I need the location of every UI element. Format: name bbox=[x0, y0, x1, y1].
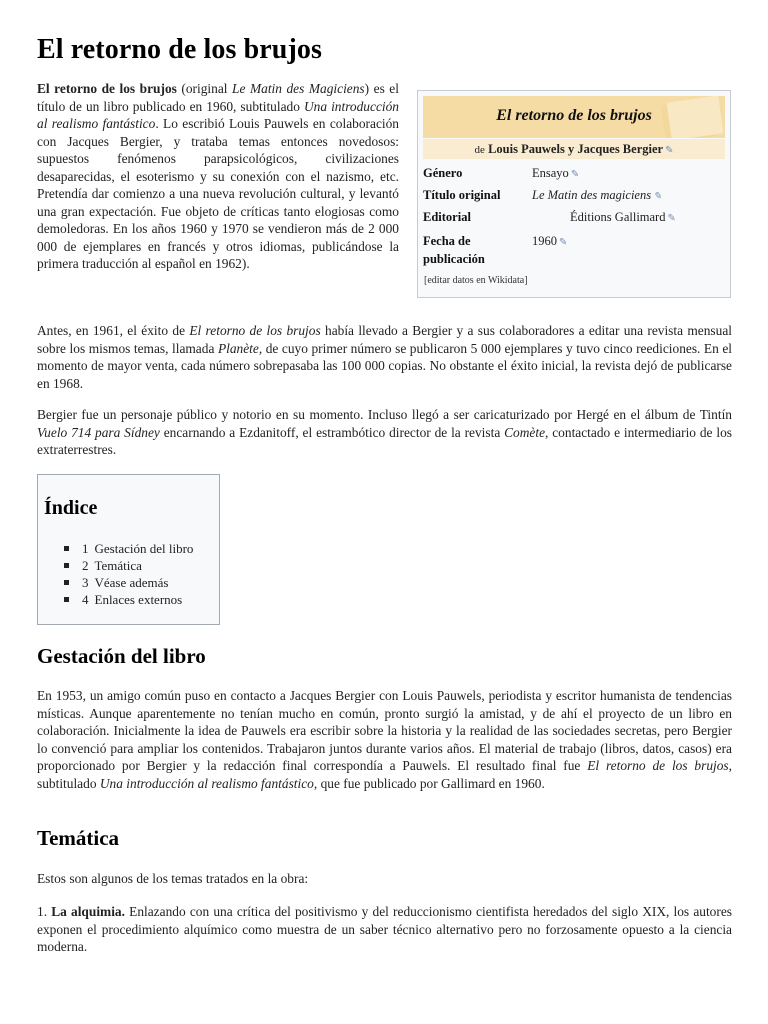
label-fecha: Fecha de publicación bbox=[423, 234, 485, 266]
text: Antes, en 1961, el éxito de bbox=[37, 323, 190, 338]
paragraph-gestacion bbox=[37, 687, 732, 792]
value-genero bbox=[532, 164, 579, 184]
label-titulo-original: Título original bbox=[423, 188, 501, 202]
toc-item-enlaces[interactable] bbox=[64, 591, 193, 608]
subtitle-text: Una introducción al realismo fantástico bbox=[37, 98, 399, 131]
toc-item-gestacion[interactable] bbox=[64, 540, 193, 557]
paragraph-alquimia bbox=[37, 903, 732, 956]
text: , de cuyo primer número se publicaron 5 000 ejemplares y tuvo cinco reediciones. En el momento de mayor venta, cada número sobrepasaba las 100 000 copias. No obstante el éxito inicial, la revista dejó de publicarse en 1968. bbox=[37, 340, 732, 391]
infobox bbox=[417, 90, 731, 298]
infobox-header bbox=[423, 96, 725, 138]
pencil-icon[interactable]: ✎ bbox=[559, 237, 568, 248]
text: encarnando a Ezdanitoff, el estrambótico director de la revista bbox=[159, 424, 505, 440]
original-title: Le Matin des Magiciens bbox=[232, 81, 365, 96]
value-text[interactable]: 1960 bbox=[532, 234, 557, 248]
value-titulo-original bbox=[532, 186, 661, 206]
paragraph-planete bbox=[37, 322, 732, 392]
bullet-icon bbox=[64, 563, 69, 568]
toc-number: 3 bbox=[82, 575, 89, 590]
toc-item-tematica[interactable] bbox=[64, 557, 193, 574]
value-text: Le Matin des magiciens bbox=[532, 188, 652, 202]
text: (original bbox=[176, 81, 233, 96]
page-title: El retorno de los brujos bbox=[37, 34, 322, 65]
toc-number: 1 bbox=[82, 541, 89, 556]
pencil-icon[interactable]: ✎ bbox=[667, 213, 676, 224]
section-heading-gestacion: Gestación del libro bbox=[37, 644, 206, 668]
lead-bold-title: El retorno de los brujos bbox=[37, 81, 177, 96]
magazine-name: Planète bbox=[217, 340, 259, 356]
subtitle-text: Una introducción al realismo fantástico bbox=[99, 775, 314, 791]
magazine-name: Comète bbox=[504, 424, 546, 440]
value-text[interactable]: Ensayo bbox=[532, 166, 569, 180]
toc-label[interactable]: Enlaces externos bbox=[94, 592, 183, 607]
lead-paragraph bbox=[37, 80, 399, 273]
item-bold-title: La alquimia. bbox=[51, 904, 125, 919]
album-title: Vuelo 714 para Sídney bbox=[37, 424, 160, 440]
item-number: 1. bbox=[37, 904, 52, 919]
paragraph-herge bbox=[37, 406, 732, 459]
toc-list bbox=[64, 540, 193, 608]
toc-number: 4 bbox=[82, 592, 89, 607]
bullet-icon bbox=[64, 546, 69, 551]
bullet-icon bbox=[64, 580, 69, 585]
value-text[interactable]: Éditions Gallimard bbox=[570, 210, 666, 224]
book-title: El retorno de los brujos bbox=[587, 758, 729, 773]
toc-label[interactable]: Gestación del libro bbox=[94, 541, 194, 556]
infobox-authors bbox=[423, 139, 725, 159]
toc-title: Índice bbox=[44, 497, 98, 519]
text: En 1953, un amigo común puso en contacto a Jacques Bergier con Louis Pauwels, periodista y escritor humanista de tendencias místicas. Aunque aparentemente no tenían mucho en común, pronto surgió la amistad, y de ahí el proyecto de un libro en colaboración. Inicialmente la idea de Pauwels era escribir sobre la historia y la realidad de las sociedades secretas, pero Bergier lo convenció para ampliar los contenidos. Trabajaron juntos durante varios años. El material de trabajo (libros, datos, casos) era proporcionado por Bergier y la redacción final correspondía a Pauwels. El resultado final fue bbox=[37, 688, 732, 773]
pencil-icon[interactable]: ✎ bbox=[653, 191, 662, 202]
text: . Lo escribió Louis Pauwels en colaboración con Jacques Bergier, y trataba temas entonces novedosos: supuestos fenómenos parapsicológicos, civilizaciones desaparecidas, el esoterismo y su conexión con el nazismo, etc. Pretendía dar comienzo a una nueva revolución cultural, y levantó una gran expectación. Fue objeto de críticas tanto elogiosas como demoledoras. En los años 1960 y 1970 se vendieron más de 2 000 000 de ejemplares en francés y otros idiomas, publicándose la primera traducción al español en 1962). bbox=[37, 116, 399, 271]
paragraph-tematica-intro: Estos son algunos de los temas tratados en la obra: bbox=[37, 871, 309, 886]
label-editorial: Editorial bbox=[423, 210, 471, 224]
bullet-icon bbox=[64, 597, 69, 602]
toc-number: 2 bbox=[82, 558, 89, 573]
label-genero: Género bbox=[423, 166, 463, 180]
pencil-icon[interactable]: ✎ bbox=[665, 145, 674, 156]
infobox-title: El retorno de los brujos bbox=[496, 107, 652, 124]
book-title: El retorno de los brujos bbox=[189, 323, 321, 338]
toc-item-vease[interactable] bbox=[64, 574, 193, 591]
text: Bergier fue un personaje público y notorio en su momento. Incluso llegó a ser caricaturizado por Hergé en el álbum de Tintín bbox=[37, 407, 732, 422]
text: , contactado e intermediario de los extraterrestres. bbox=[37, 424, 732, 457]
value-editorial bbox=[570, 208, 676, 228]
text: , que fue publicado por Gallimard en 1960. bbox=[313, 775, 545, 791]
toc-label[interactable]: Temática bbox=[94, 558, 142, 573]
value-fecha bbox=[532, 232, 567, 252]
text: había llevado a Bergier y a sus colaboradores a editar una revista mensual sobre los mismos temas, llamada bbox=[37, 323, 732, 356]
table-of-contents bbox=[37, 474, 220, 625]
text: ) es el título de un libro publicado en 1960, subtitulado bbox=[37, 81, 399, 114]
toc-label[interactable]: Véase además bbox=[94, 575, 169, 590]
author-prefix: de bbox=[474, 144, 485, 156]
pencil-icon[interactable]: ✎ bbox=[570, 169, 580, 180]
text: , subtitulado bbox=[37, 758, 732, 791]
author-names[interactable]: Louis Pauwels y Jacques Bergier bbox=[488, 142, 664, 156]
text: Enlazando con una crítica del positivismo y del reduccionismo cientifista heredados del siglo XIX, los autores exponen el procedimiento alquímico como muestra de un saber técnico alternativo pero no forzosamente opuesto a la ciencia moderna. bbox=[37, 904, 732, 954]
section-heading-tematica: Temática bbox=[37, 826, 120, 850]
wikidata-edit-link[interactable]: [editar datos en Wikidata] bbox=[424, 275, 528, 286]
